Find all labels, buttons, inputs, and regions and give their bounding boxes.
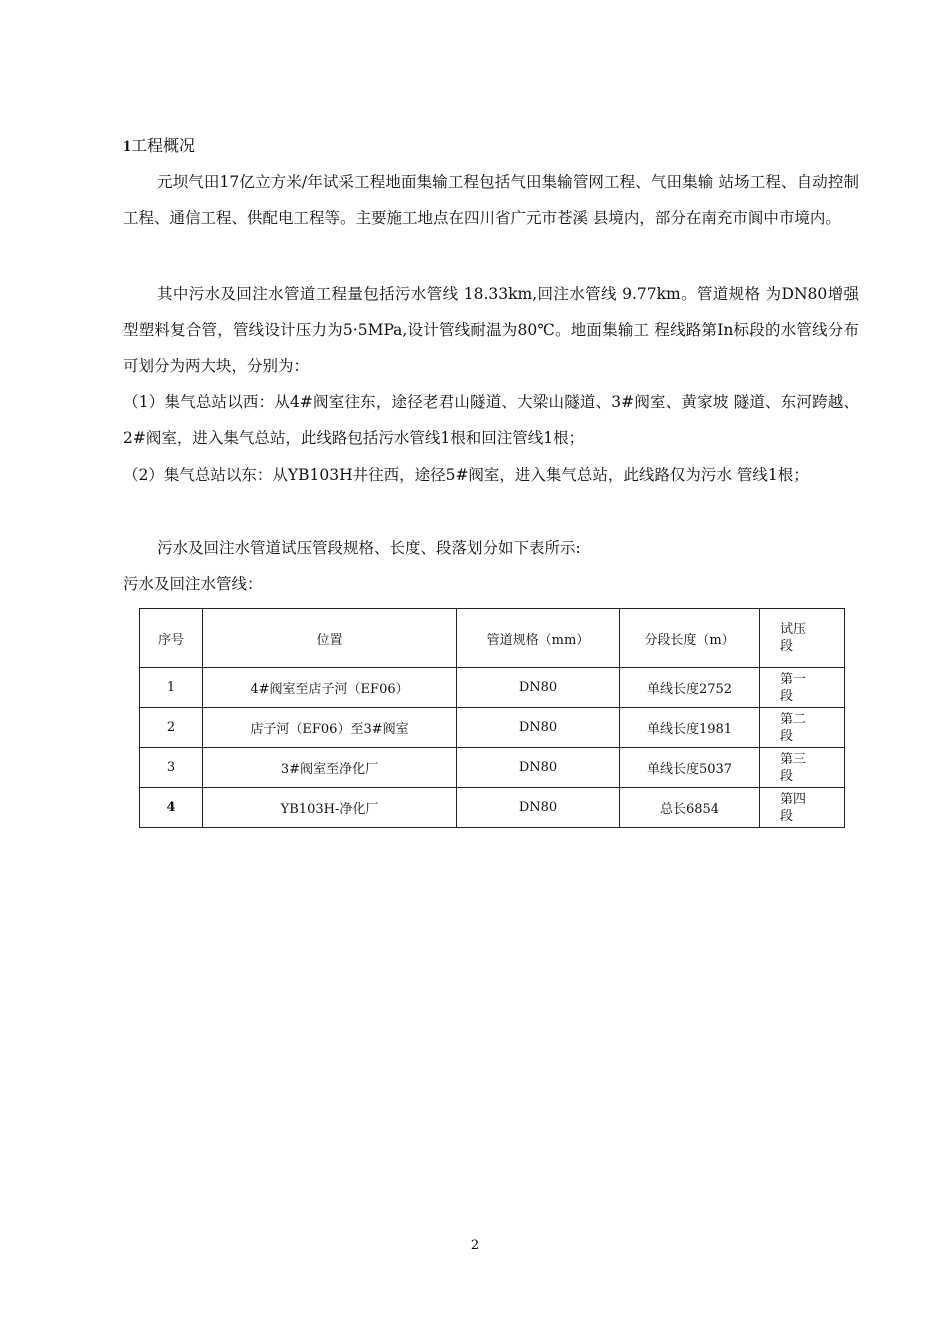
table-header-row	[140, 609, 845, 668]
table-cell	[760, 788, 845, 828]
pressure-test-table	[139, 608, 845, 828]
table-cell: 1	[140, 668, 203, 708]
table-cell: 店子河（EF06）至3#阀室	[203, 708, 457, 748]
table-cell: 总长6854	[620, 788, 760, 828]
paragraph-pipeline-scope: 其中污水及回注水管道工程量包括污水管线 18.33km,回注水管线 9.77km。管道规格 为DN80增强型塑料复合管，管线设计压力为5·5MPa,设计管线耐温为80℃。地面集输工 程线路第In标段的水管线分布可划分为两大块，分别为：	[123, 285, 859, 375]
table-cell: DN80	[457, 748, 620, 788]
table-cell: 3	[140, 748, 203, 788]
table-cell: YB103H-净化厂	[203, 788, 457, 828]
header-cell: 位置	[203, 609, 457, 668]
section-title: 工程概况	[131, 136, 196, 155]
header-cell: 分段长度（m）	[620, 609, 760, 668]
table-row	[140, 668, 845, 708]
table-cell: DN80	[457, 788, 620, 828]
section-number: 1	[123, 138, 131, 155]
table-cell: 单线长度5037	[620, 748, 760, 788]
table-cell	[760, 748, 845, 788]
table-cell: 4	[140, 788, 203, 828]
table-cell	[760, 708, 845, 748]
table-cell: DN80	[457, 668, 620, 708]
paragraph-table-intro: 污水及回注水管道试压管段规格、长度、段落划分如下表所示:	[157, 539, 581, 557]
table-cell: 单线长度2752	[620, 668, 760, 708]
header-stage-text: 试压段	[780, 622, 807, 654]
paragraph-overview: 元坝气田17亿立方米/年试采工程地面集输工程包括气田集输管网工程、气田集输 站场工程、自动控制工程、通信工程、供配电工程等。主要施工地点在四川省广元市苍溪 县境内，部分在南充市阆中市境内。	[123, 173, 859, 227]
section-heading	[123, 134, 195, 159]
table-cell: 3#阀室至净化厂	[203, 748, 457, 788]
paragraph-west-route: （1）集气总站以西：从4#阀室往东，途径老君山隧道、大梁山隧道、3#阀室、黄家坡 隧道、东河跨越、2#阀室，进入集气总站，此线路包括污水管线1根和回注管线1根；	[123, 393, 859, 447]
table-caption: 污水及回注水管线：	[123, 575, 263, 593]
table-cell: 2	[140, 708, 203, 748]
table-cell: 单线长度1981	[620, 708, 760, 748]
header-cell: 序号	[140, 609, 203, 668]
stage-text: 第二段	[780, 711, 807, 744]
table-row	[140, 788, 845, 828]
paragraph-east-route: （2）集气总站以东：从YB103H井往西，途径5#阀室，进入集气总站，此线路仅为污水 管线1根；	[123, 466, 809, 484]
stage-text: 第三段	[780, 751, 807, 784]
header-cell: 管道规格（mm）	[457, 609, 620, 668]
table-cell: 4#阀室至店子河（EF06）	[203, 668, 457, 708]
stage-text: 第四段	[780, 791, 807, 824]
header-cell	[760, 609, 845, 668]
table-cell	[760, 668, 845, 708]
table-row	[140, 748, 845, 788]
stage-text: 第一段	[780, 671, 807, 704]
table-cell: DN80	[457, 708, 620, 748]
page-number: 2	[470, 1238, 480, 1253]
table-row	[140, 708, 845, 748]
